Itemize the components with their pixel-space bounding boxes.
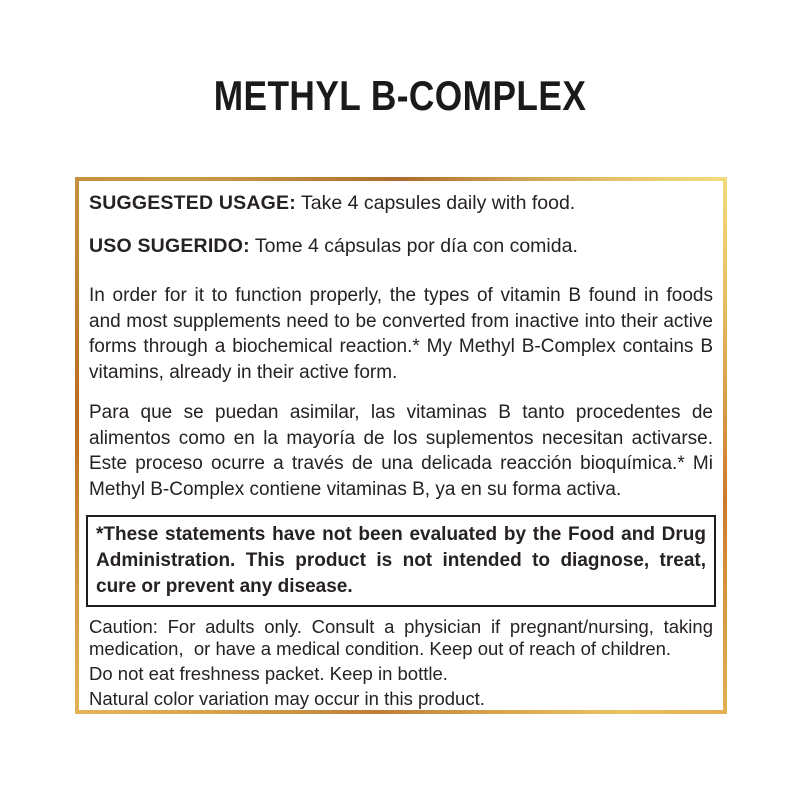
description-spanish: Para que se puedan asimilar, las vitaminas B tanto procedentes de alimentos como en la mayoría de los suplementos necesitan activarse. Este proceso ocurre a través de una delicada reacción bioquímica.* Mi Methyl B-Complex contiene vitaminas B, ya en su forma activa.: [89, 402, 713, 500]
gold-frame: [75, 177, 727, 714]
suggested-usage-es: [89, 234, 713, 258]
caution-text: Caution: For adults only. Consult a physician if pregnant/nursing, taking medication, or have a medical condition. Keep out of reach of children.: [89, 616, 713, 659]
fda-disclaimer-box: [86, 515, 716, 607]
freshness-note: Do not eat freshness packet. Keep in bottle.: [89, 663, 448, 684]
product-title: METHYL B-COMPLEX: [213, 72, 587, 119]
description-english: In order for it to function properly, the types of vitamin B found in foods and most supplements need to be converted from inactive into their active forms through a biochemical reaction.* My Methyl B-Complex contains B vitamins, already in their active form.: [89, 285, 713, 383]
suggested-usage-es-text: Tome 4 cápsulas por día con comida.: [254, 235, 578, 257]
label-content: [79, 181, 723, 710]
color-variation-note: Natural color variation may occur in this product.: [89, 688, 485, 709]
suggested-usage-en: [89, 191, 713, 215]
suggested-usage-en-text: Take 4 capsules daily with food.: [300, 192, 576, 214]
suggested-usage-en-heading: SUGGESTED USAGE:: [89, 192, 296, 214]
fda-disclaimer-text: *These statements have not been evaluated by the Food and Drug Administration. This product is not intended to diagnose, treat, cure or prevent any disease.: [96, 524, 706, 597]
suggested-usage-es-heading: USO SUGERIDO:: [89, 235, 250, 257]
